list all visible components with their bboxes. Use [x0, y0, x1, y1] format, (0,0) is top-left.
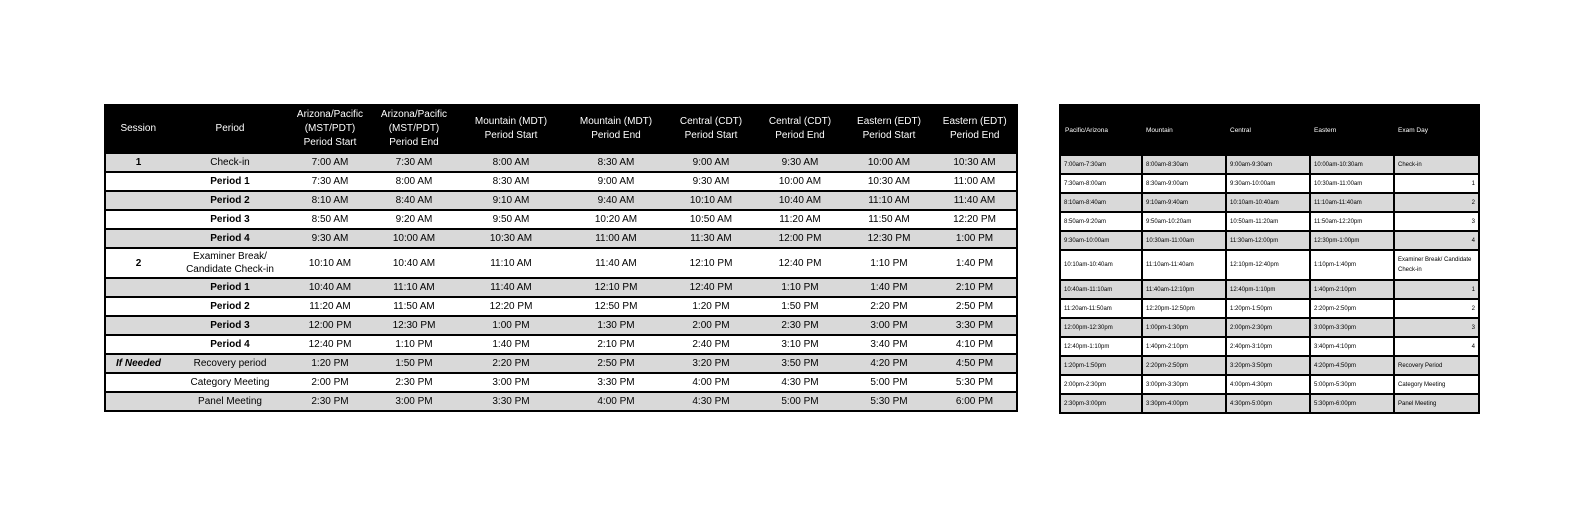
period-cell: Recovery period: [171, 354, 289, 373]
period-cell: Period 3: [171, 210, 289, 229]
time-cell: 3:20 PM: [667, 354, 755, 373]
summary-time-cell: 12:10pm-12:40pm: [1226, 250, 1310, 280]
time-cell: 9:20 AM: [371, 210, 457, 229]
time-cell: 3:50 PM: [755, 354, 845, 373]
time-cell: 12:40 PM: [755, 248, 845, 278]
header-central-start: Central (CDT) Period Start: [667, 105, 755, 153]
session-cell: If Needed: [105, 354, 171, 373]
time-cell: 7:30 AM: [289, 172, 371, 191]
summary-row: [1060, 231, 1479, 250]
summary-table: [1059, 104, 1480, 414]
schedule-row: [105, 335, 1017, 354]
time-cell: 9:00 AM: [565, 172, 667, 191]
time-cell: 3:00 PM: [371, 392, 457, 411]
period-cell: Period 4: [171, 229, 289, 248]
time-cell: 5:00 PM: [755, 392, 845, 411]
summary-time-cell: 11:10am-11:40am: [1142, 250, 1226, 280]
schedule-row: [105, 191, 1017, 210]
time-cell: 11:20 AM: [289, 297, 371, 316]
schedule-row: [105, 248, 1017, 278]
time-cell: 8:50 AM: [289, 210, 371, 229]
time-cell: 1:50 PM: [371, 354, 457, 373]
schedule-table: [104, 104, 1018, 412]
time-cell: 11:50 AM: [845, 210, 933, 229]
time-cell: 10:40 AM: [289, 278, 371, 297]
summary-time-cell: 11:50am-12:20pm: [1310, 212, 1394, 231]
summary-exam-day-cell: Recovery Period: [1394, 356, 1479, 375]
time-cell: 3:10 PM: [755, 335, 845, 354]
schedule-row: [105, 229, 1017, 248]
time-cell: 11:10 AM: [457, 248, 565, 278]
time-cell: 11:10 AM: [845, 191, 933, 210]
summary-time-cell: 2:40pm-3:10pm: [1226, 337, 1310, 356]
summary-exam-day-cell: 1: [1394, 174, 1479, 193]
period-cell: Period 1: [171, 278, 289, 297]
time-cell: 4:30 PM: [755, 373, 845, 392]
time-cell: 2:30 PM: [289, 392, 371, 411]
time-cell: 12:40 PM: [667, 278, 755, 297]
summary-time-cell: 2:00pm-2:30pm: [1226, 318, 1310, 337]
time-cell: 11:10 AM: [371, 278, 457, 297]
time-cell: 1:10 PM: [845, 248, 933, 278]
time-cell: 2:50 PM: [933, 297, 1017, 316]
summary-time-cell: 2:30pm-3:00pm: [1060, 394, 1142, 413]
time-cell: 8:10 AM: [289, 191, 371, 210]
time-cell: 3:30 PM: [933, 316, 1017, 335]
summary-time-cell: 10:40am-11:10am: [1060, 280, 1142, 299]
summary-row: [1060, 318, 1479, 337]
schedule-row: [105, 392, 1017, 411]
time-cell: 9:30 AM: [289, 229, 371, 248]
time-cell: 8:00 AM: [371, 172, 457, 191]
time-cell: 3:40 PM: [845, 335, 933, 354]
time-cell: 10:00 AM: [371, 229, 457, 248]
time-cell: 2:00 PM: [289, 373, 371, 392]
summary-row: [1060, 280, 1479, 299]
summary-time-cell: 10:00am-10:30am: [1310, 155, 1394, 174]
summary-time-cell: 8:30am-9:00am: [1142, 174, 1226, 193]
summary-time-cell: 1:40pm-2:10pm: [1310, 280, 1394, 299]
summary-time-cell: 4:00pm-4:30pm: [1226, 375, 1310, 394]
session-cell: 1: [105, 153, 171, 172]
summary-time-cell: 8:10am-8:40am: [1060, 193, 1142, 212]
header-session: Session: [105, 105, 171, 153]
time-cell: 12:00 PM: [289, 316, 371, 335]
schedule-row: [105, 278, 1017, 297]
summary-row: [1060, 155, 1479, 174]
time-cell: 9:00 AM: [667, 153, 755, 172]
summary-exam-day-cell: 2: [1394, 299, 1479, 318]
summary-time-cell: 1:20pm-1:50pm: [1226, 299, 1310, 318]
time-cell: 7:30 AM: [371, 153, 457, 172]
summary-time-cell: 3:30pm-4:00pm: [1142, 394, 1226, 413]
time-cell: 2:30 PM: [755, 316, 845, 335]
time-cell: 10:50 AM: [667, 210, 755, 229]
schedule-row: [105, 153, 1017, 172]
time-cell: 11:00 AM: [933, 172, 1017, 191]
period-cell: Panel Meeting: [171, 392, 289, 411]
time-cell: 4:30 PM: [667, 392, 755, 411]
period-cell: Examiner Break/ Candidate Check-in: [171, 248, 289, 278]
summary-row: [1060, 356, 1479, 375]
time-cell: 10:30 AM: [457, 229, 565, 248]
summary-time-cell: 9:30am-10:00am: [1226, 174, 1310, 193]
time-cell: 1:20 PM: [667, 297, 755, 316]
time-cell: 1:40 PM: [845, 278, 933, 297]
summary-time-cell: 8:50am-9:20am: [1060, 212, 1142, 231]
time-cell: 1:10 PM: [371, 335, 457, 354]
session-cell: [105, 335, 171, 354]
time-cell: 8:00 AM: [457, 153, 565, 172]
schedule-header-row: [105, 105, 1017, 153]
header-mountain-start: Mountain (MDT) Period Start: [457, 105, 565, 153]
time-cell: 12:10 PM: [565, 278, 667, 297]
time-cell: 3:30 PM: [565, 373, 667, 392]
schedule-row: [105, 172, 1017, 191]
time-cell: 11:40 AM: [457, 278, 565, 297]
summary-header-exam-day: Exam Day: [1394, 105, 1479, 155]
time-cell: 3:00 PM: [457, 373, 565, 392]
time-cell: 9:30 AM: [755, 153, 845, 172]
summary-exam-day-cell: 3: [1394, 318, 1479, 337]
time-cell: 4:20 PM: [845, 354, 933, 373]
summary-time-cell: 10:10am-10:40am: [1060, 250, 1142, 280]
header-period: Period: [171, 105, 289, 153]
summary-time-cell: 3:40pm-4:10pm: [1310, 337, 1394, 356]
time-cell: 1:20 PM: [289, 354, 371, 373]
summary-time-cell: 3:00pm-3:30pm: [1142, 375, 1226, 394]
schedule-row: [105, 297, 1017, 316]
session-cell: [105, 373, 171, 392]
summary-time-cell: 12:30pm-1:00pm: [1310, 231, 1394, 250]
time-cell: 3:30 PM: [457, 392, 565, 411]
schedule-row: [105, 210, 1017, 229]
time-cell: 2:20 PM: [457, 354, 565, 373]
summary-time-cell: 11:40am-12:10pm: [1142, 280, 1226, 299]
time-cell: 11:30 AM: [667, 229, 755, 248]
time-cell: 11:20 AM: [755, 210, 845, 229]
time-cell: 10:30 AM: [933, 153, 1017, 172]
time-cell: 10:10 AM: [667, 191, 755, 210]
time-cell: 1:10 PM: [755, 278, 845, 297]
summary-exam-day-cell: 4: [1394, 231, 1479, 250]
summary-time-cell: 5:00pm-5:30pm: [1310, 375, 1394, 394]
summary-header-pacific: Pacific/Arizona: [1060, 105, 1142, 155]
period-cell: Period 4: [171, 335, 289, 354]
schedule-row: [105, 373, 1017, 392]
summary-row: [1060, 394, 1479, 413]
time-cell: 10:40 AM: [755, 191, 845, 210]
time-cell: 11:40 AM: [565, 248, 667, 278]
summary-time-cell: 1:00pm-1:30pm: [1142, 318, 1226, 337]
summary-time-cell: 9:00am-9:30am: [1226, 155, 1310, 174]
summary-time-cell: 3:00pm-3:30pm: [1310, 318, 1394, 337]
summary-time-cell: 12:20pm-12:50pm: [1142, 299, 1226, 318]
period-cell: Period 2: [171, 297, 289, 316]
time-cell: 8:40 AM: [371, 191, 457, 210]
summary-exam-day-cell: Panel Meeting: [1394, 394, 1479, 413]
header-pacific-start: Arizona/Pacific (MST/PDT) Period Start: [289, 105, 371, 153]
summary-row: [1060, 193, 1479, 212]
time-cell: 12:40 PM: [289, 335, 371, 354]
summary-exam-day-cell: 3: [1394, 212, 1479, 231]
summary-exam-day-cell: 1: [1394, 280, 1479, 299]
summary-time-cell: 7:30am-8:00am: [1060, 174, 1142, 193]
summary-time-cell: 3:20pm-3:50pm: [1226, 356, 1310, 375]
time-cell: 2:10 PM: [933, 278, 1017, 297]
summary-time-cell: 10:10am-10:40am: [1226, 193, 1310, 212]
session-cell: 2: [105, 248, 171, 278]
summary-time-cell: 11:20am-11:50am: [1060, 299, 1142, 318]
summary-row: [1060, 375, 1479, 394]
summary-time-cell: 7:00am-7:30am: [1060, 155, 1142, 174]
summary-row: [1060, 337, 1479, 356]
time-cell: 12:30 PM: [845, 229, 933, 248]
time-cell: 4:10 PM: [933, 335, 1017, 354]
summary-time-cell: 12:00pm-12:30pm: [1060, 318, 1142, 337]
summary-header-eastern: Eastern: [1310, 105, 1394, 155]
summary-time-cell: 9:50am-10:20am: [1142, 212, 1226, 231]
time-cell: 4:00 PM: [565, 392, 667, 411]
time-cell: 11:40 AM: [933, 191, 1017, 210]
session-cell: [105, 297, 171, 316]
header-eastern-end: Eastern (EDT) Period End: [933, 105, 1017, 153]
time-cell: 12:10 PM: [667, 248, 755, 278]
time-cell: 2:50 PM: [565, 354, 667, 373]
time-cell: 12:00 PM: [755, 229, 845, 248]
time-cell: 5:30 PM: [933, 373, 1017, 392]
time-cell: 1:00 PM: [457, 316, 565, 335]
time-cell: 10:30 AM: [845, 172, 933, 191]
time-cell: 12:50 PM: [565, 297, 667, 316]
session-cell: [105, 172, 171, 191]
summary-time-cell: 9:10am-9:40am: [1142, 193, 1226, 212]
summary-row: [1060, 174, 1479, 193]
summary-exam-day-cell: Examiner Break/ Candidate Check-in: [1394, 250, 1479, 280]
summary-time-cell: 11:10am-11:40am: [1310, 193, 1394, 212]
summary-time-cell: 10:50am-11:20am: [1226, 212, 1310, 231]
time-cell: 9:30 AM: [667, 172, 755, 191]
time-cell: 2:10 PM: [565, 335, 667, 354]
session-cell: [105, 316, 171, 335]
summary-time-cell: 9:30am-10:00am: [1060, 231, 1142, 250]
summary-time-cell: 10:30am-11:00am: [1142, 231, 1226, 250]
summary-exam-day-cell: 2: [1394, 193, 1479, 212]
summary-time-cell: 10:30am-11:00am: [1310, 174, 1394, 193]
period-cell: Check-in: [171, 153, 289, 172]
summary-time-cell: 2:20pm-2:50pm: [1310, 299, 1394, 318]
summary-time-cell: 1:20pm-1:50pm: [1060, 356, 1142, 375]
time-cell: 9:10 AM: [457, 191, 565, 210]
summary-header-central: Central: [1226, 105, 1310, 155]
summary-row: [1060, 212, 1479, 231]
summary-time-cell: 2:20pm-2:50pm: [1142, 356, 1226, 375]
time-cell: 2:40 PM: [667, 335, 755, 354]
summary-time-cell: 1:40pm-2:10pm: [1142, 337, 1226, 356]
time-cell: 5:30 PM: [845, 392, 933, 411]
time-cell: 11:00 AM: [565, 229, 667, 248]
summary-exam-day-cell: Category Meeting: [1394, 375, 1479, 394]
period-cell: Period 1: [171, 172, 289, 191]
summary-row: [1060, 250, 1479, 280]
time-cell: 9:40 AM: [565, 191, 667, 210]
schedule-row: [105, 316, 1017, 335]
time-cell: 1:50 PM: [755, 297, 845, 316]
time-cell: 3:00 PM: [845, 316, 933, 335]
summary-time-cell: 4:30pm-5:00pm: [1226, 394, 1310, 413]
time-cell: 10:00 AM: [755, 172, 845, 191]
summary-time-cell: 8:00am-8:30am: [1142, 155, 1226, 174]
summary-exam-day-cell: 4: [1394, 337, 1479, 356]
time-cell: 12:20 PM: [457, 297, 565, 316]
session-cell: [105, 278, 171, 297]
time-cell: 4:50 PM: [933, 354, 1017, 373]
time-cell: 12:30 PM: [371, 316, 457, 335]
time-cell: 1:40 PM: [457, 335, 565, 354]
time-cell: 12:20 PM: [933, 210, 1017, 229]
summary-time-cell: 4:20pm-4:50pm: [1310, 356, 1394, 375]
session-cell: [105, 392, 171, 411]
summary-time-cell: 12:40pm-1:10pm: [1226, 280, 1310, 299]
summary-time-cell: 11:30am-12:00pm: [1226, 231, 1310, 250]
time-cell: 10:40 AM: [371, 248, 457, 278]
header-mountain-end: Mountain (MDT) Period End: [565, 105, 667, 153]
summary-row: [1060, 299, 1479, 318]
time-cell: 5:00 PM: [845, 373, 933, 392]
summary-time-cell: 1:10pm-1:40pm: [1310, 250, 1394, 280]
header-pacific-end: Arizona/Pacific (MST/PDT) Period End: [371, 105, 457, 153]
summary-time-cell: 12:40pm-1:10pm: [1060, 337, 1142, 356]
time-cell: 10:20 AM: [565, 210, 667, 229]
period-cell: Period 3: [171, 316, 289, 335]
period-cell: Category Meeting: [171, 373, 289, 392]
time-cell: 10:10 AM: [289, 248, 371, 278]
time-cell: 7:00 AM: [289, 153, 371, 172]
header-central-end: Central (CDT) Period End: [755, 105, 845, 153]
header-eastern-start: Eastern (EDT) Period Start: [845, 105, 933, 153]
schedule-row: [105, 354, 1017, 373]
summary-exam-day-cell: Check-in: [1394, 155, 1479, 174]
time-cell: 11:50 AM: [371, 297, 457, 316]
time-cell: 2:00 PM: [667, 316, 755, 335]
time-cell: 2:30 PM: [371, 373, 457, 392]
session-cell: [105, 191, 171, 210]
summary-header-mountain: Mountain: [1142, 105, 1226, 155]
summary-header-row: [1060, 105, 1479, 155]
time-cell: 10:00 AM: [845, 153, 933, 172]
time-cell: 4:00 PM: [667, 373, 755, 392]
time-cell: 1:40 PM: [933, 248, 1017, 278]
time-cell: 2:20 PM: [845, 297, 933, 316]
time-cell: 1:30 PM: [565, 316, 667, 335]
summary-time-cell: 2:00pm-2:30pm: [1060, 375, 1142, 394]
time-cell: 6:00 PM: [933, 392, 1017, 411]
period-cell: Period 2: [171, 191, 289, 210]
summary-time-cell: 5:30pm-6:00pm: [1310, 394, 1394, 413]
time-cell: 8:30 AM: [565, 153, 667, 172]
time-cell: 1:00 PM: [933, 229, 1017, 248]
time-cell: 8:30 AM: [457, 172, 565, 191]
session-cell: [105, 210, 171, 229]
session-cell: [105, 229, 171, 248]
time-cell: 9:50 AM: [457, 210, 565, 229]
